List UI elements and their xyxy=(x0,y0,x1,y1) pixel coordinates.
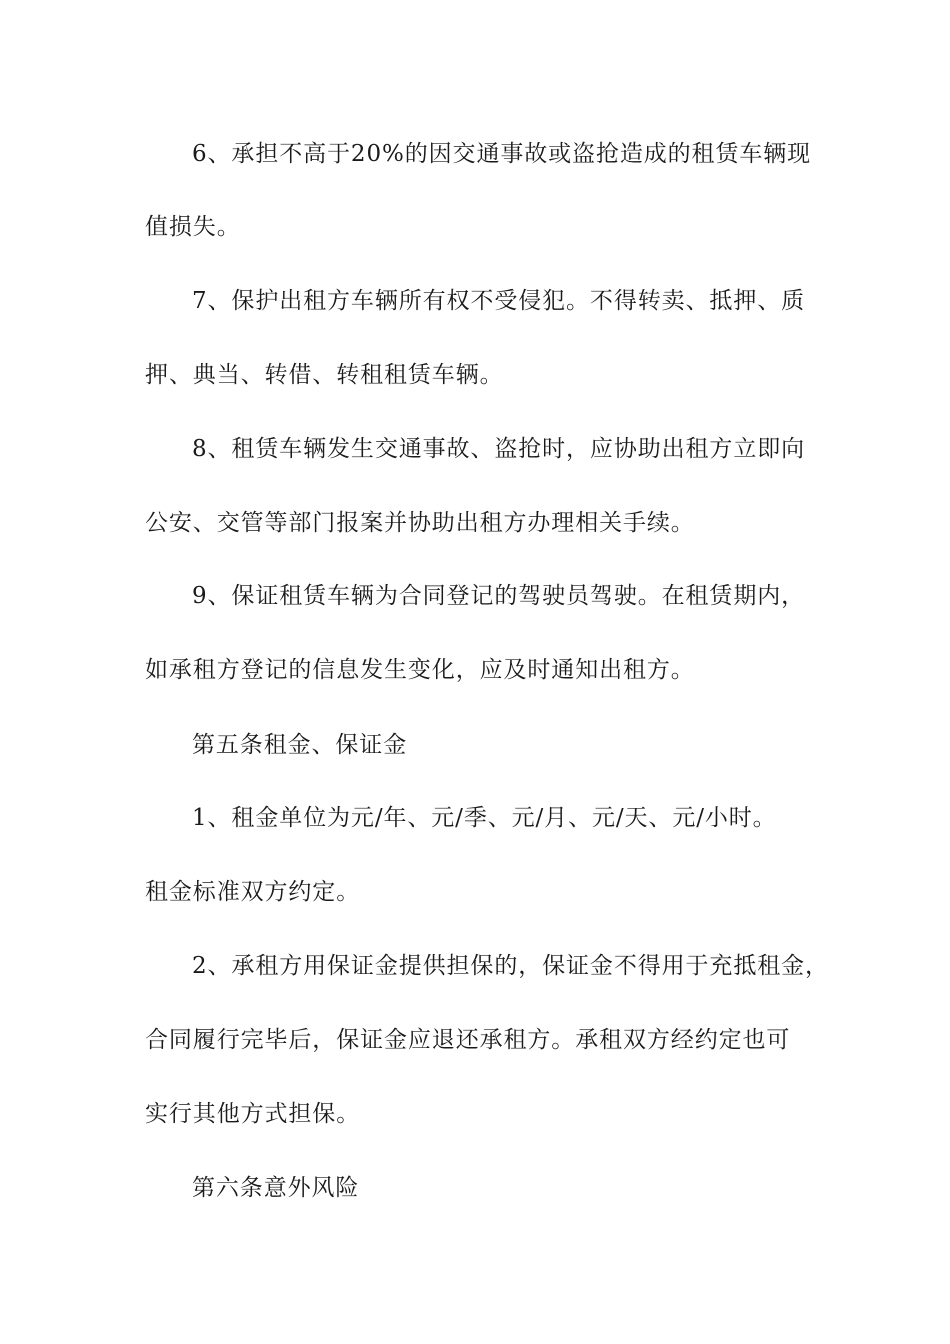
paragraph-item-9-line-1: 9、保证租赁车辆为合同登记的驾驶员驾驶。在租赁期内， xyxy=(192,583,806,609)
paragraph-rent-2-line-1: 2、承租方用保证金提供担保的，保证金不得用于充抵租金， xyxy=(192,953,829,979)
paragraph-item-6-line-2: 值损失。 xyxy=(145,214,241,240)
paragraph-item-8-line-1: 8、租赁车辆发生交通事故、盗抢时，应协助出租方立即向 xyxy=(192,436,806,462)
paragraph-rent-2-line-3: 实行其他方式担保。 xyxy=(145,1101,361,1127)
paragraph-item-7-line-1: 7、保护出租方车辆所有权不受侵犯。不得转卖、抵押、质 xyxy=(192,288,806,314)
paragraph-rent-2-line-2: 合同履行完毕后，保证金应退还承租方。承租双方经约定也可 xyxy=(145,1027,791,1053)
section-heading-article-6: 第六条意外风险 xyxy=(192,1175,360,1201)
paragraph-item-6-line-1: 6、承担不高于20%的因交通事故或盗抢造成的租赁车辆现 xyxy=(192,141,812,167)
paragraph-rent-1-line-2: 租金标准双方约定。 xyxy=(145,879,361,905)
paragraph-item-9-line-2: 如承租方登记的信息发生变化，应及时通知出租方。 xyxy=(145,657,695,683)
paragraph-item-7-line-2: 押、典当、转借、转租租赁车辆。 xyxy=(145,362,504,388)
paragraph-item-8-line-2: 公安、交管等部门报案并协助出租方办理相关手续。 xyxy=(145,510,695,536)
paragraph-rent-1-line-1: 1、租金单位为元/年、元/季、元/月、元/天、元/小时。 xyxy=(192,805,777,831)
section-heading-article-5: 第五条租金、保证金 xyxy=(192,732,408,758)
